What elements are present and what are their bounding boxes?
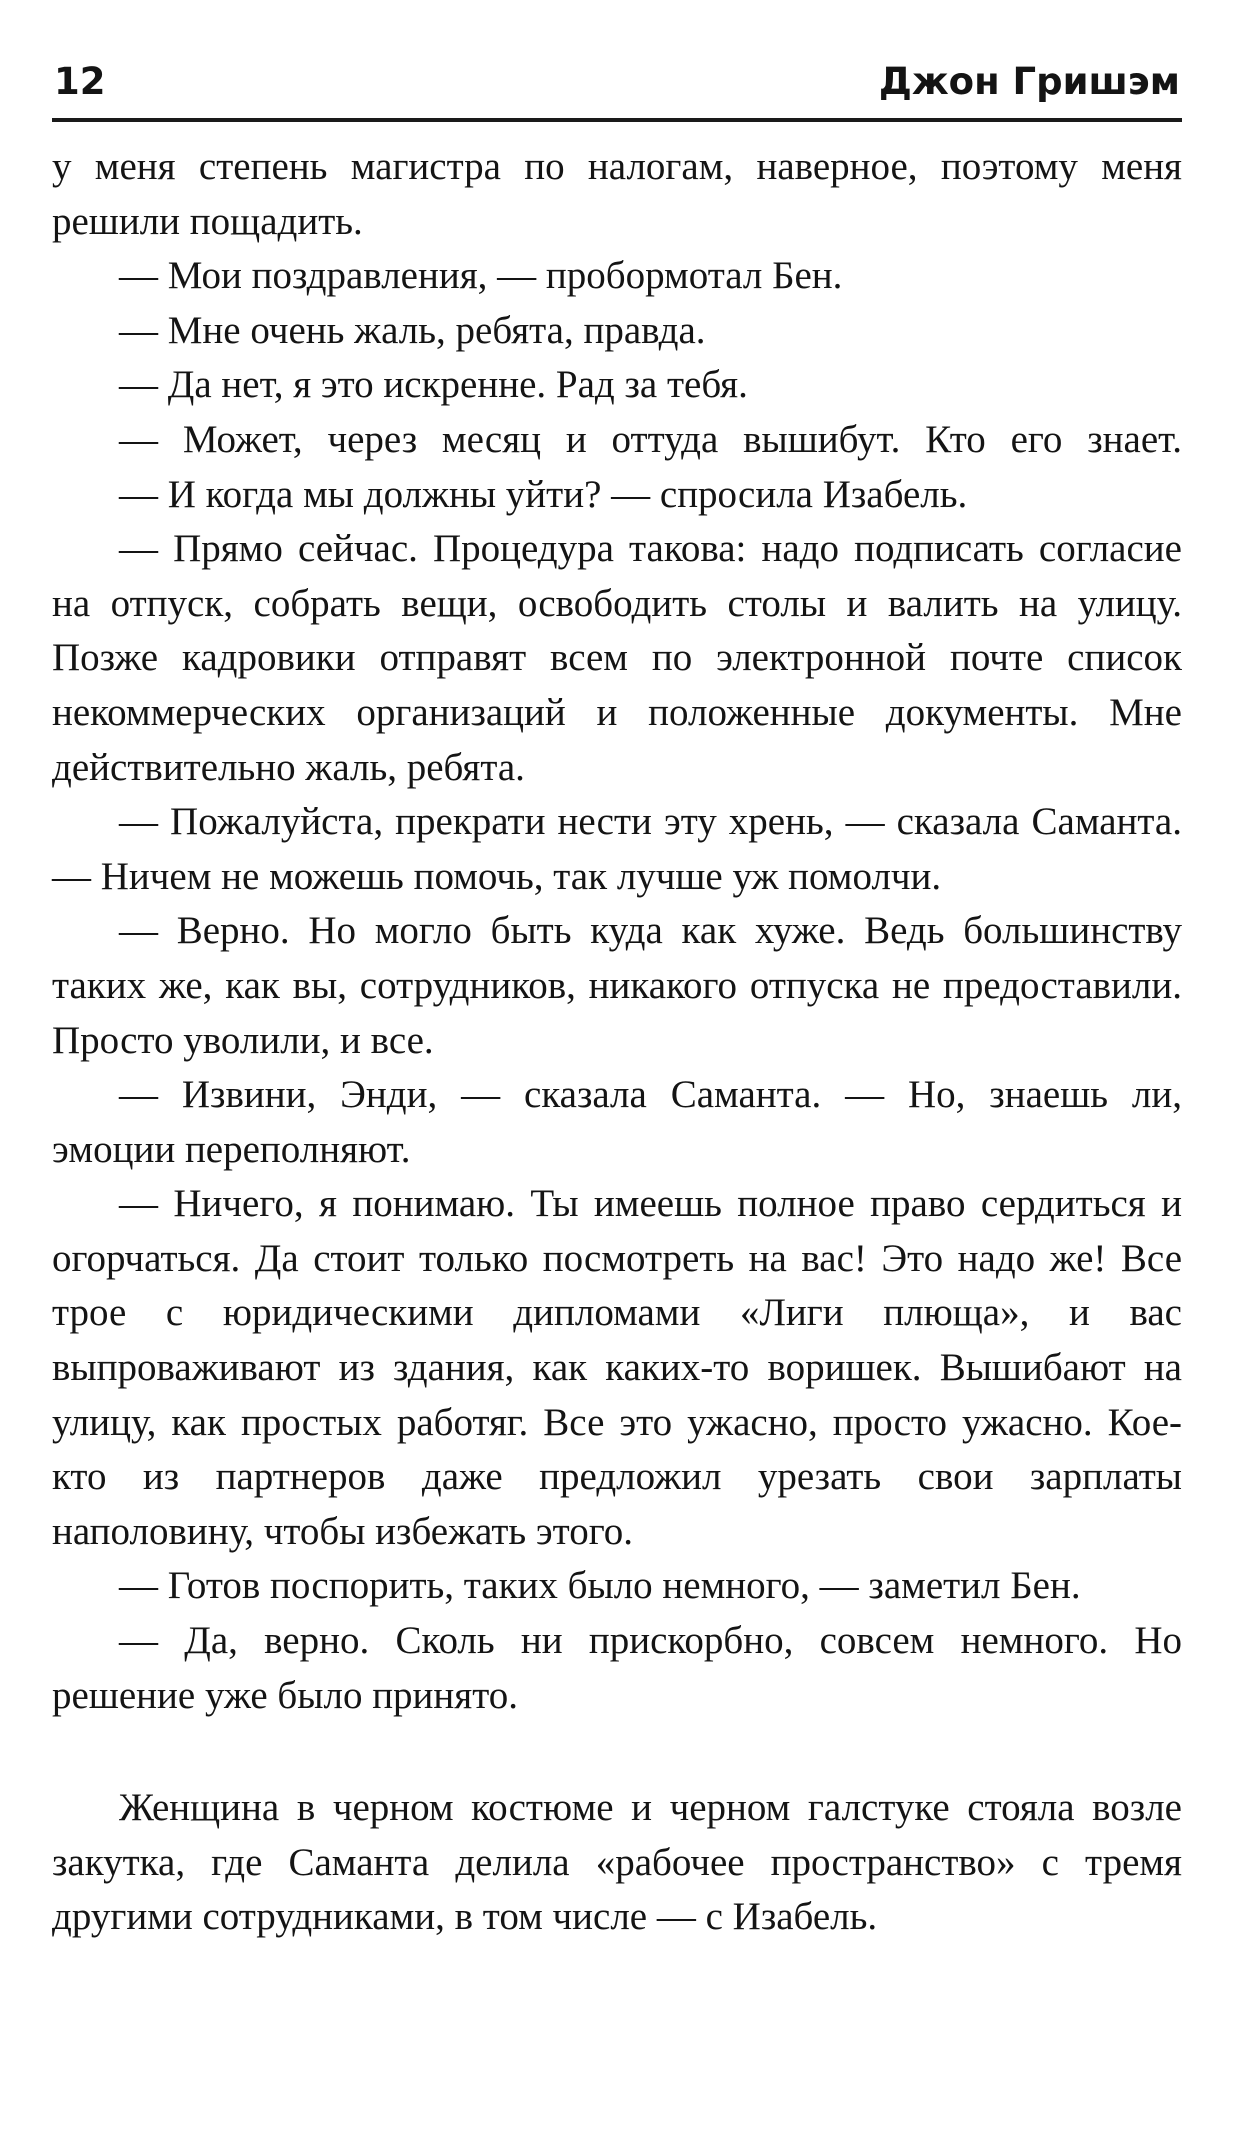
dialogue-line: — Прямо сейчас. Процедура такова: надо подписать согласие на отпуск, собрать вещи, освободить столы и валить на улицу. Позже кадровики отправят всем по электронной почте список некоммерческих организаций и положенные документы. Мне действительно жаль, ребята. (52, 527, 1182, 789)
dialogue-line: — Может, через месяц и оттуда вышибут. Кто его знает. (119, 417, 1182, 461)
page-number: 12 (54, 60, 106, 103)
dialogue-line: — Мне очень жаль, ребята, правда. (119, 308, 706, 352)
dialogue-line: — Пожалуйста, прекрати нести эту хрень, — сказала Саманта. — Ничем не можешь помочь, так лучше уж помолчи. (52, 800, 1182, 898)
dialogue-line: — Верно. Но могло быть куда как хуже. Ведь большинству таких же, как вы, сотрудников, никакого отпуска не предоставили. Просто уволили, и все. (52, 909, 1182, 1062)
book-page (52, 50, 1182, 1945)
dialogue-line: — Ничего, я понимаю. Ты имеешь полное право сердиться и огорчаться. Да стоит только посмотреть на вас! Это надо же! Все трое с юридическими дипломами «Лиги плюща», и вас выпроваживают из здания, как каких-то воришек. Вышибают на улицу, как простых работяг. Все это ужасно, просто ужасно. Кое-кто из партнеров даже предложил урезать свои зарплаты наполовину, чтобы избежать этого. (52, 1182, 1182, 1553)
body-text (52, 140, 1182, 1945)
dialogue-line: — И когда мы должны уйти? — спросила Изабель. (119, 472, 968, 516)
section-break (52, 1723, 1182, 1781)
running-title: Джон Гришэм (878, 60, 1180, 103)
paragraph-continued: у меня степень магистра по налогам, наверное, поэтому меня решили пощадить. (52, 145, 1182, 243)
dialogue-line: — Да нет, я это искренне. Рад за тебя. (119, 363, 748, 407)
dialogue-line: — Готов поспорить, таких было немного, — заметил Бен. (119, 1564, 1081, 1608)
header-rule (52, 118, 1182, 122)
narrative-paragraph: Женщина в черном костюме и черном галстуке стояла возле закутка, где Саманта делила «рабочее пространство» с тремя другими сотрудниками, в том числе — с Изабель. (52, 1786, 1182, 1939)
dialogue-line: — Да, верно. Сколь ни прискорбно, совсем немного. Но решение уже было принято. (52, 1619, 1182, 1717)
page-header (52, 50, 1182, 104)
dialogue-line: — Мои поздравления, — пробормотал Бен. (119, 254, 843, 298)
dialogue-line: — Извини, Энди, — сказала Саманта. — Но, знаешь ли, эмоции переполняют. (52, 1073, 1182, 1171)
